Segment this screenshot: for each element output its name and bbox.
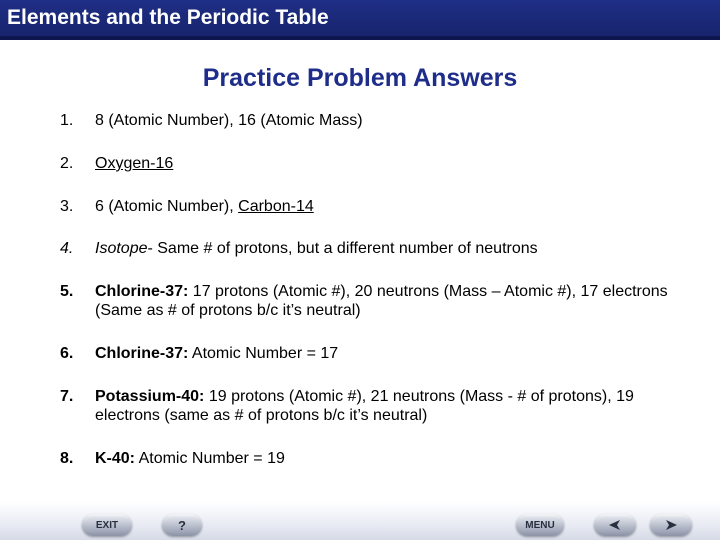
previous-button[interactable] xyxy=(594,514,636,536)
header-bar-edge xyxy=(0,36,720,40)
answer-item-7 xyxy=(60,387,680,425)
menu-button[interactable] xyxy=(516,514,564,536)
exit-button[interactable] xyxy=(82,514,132,536)
answer-item-3 xyxy=(60,197,680,216)
answer-term: Potassium-40: xyxy=(95,388,205,405)
answer-number: 1. xyxy=(60,112,74,129)
answer-number: 5. xyxy=(60,283,74,300)
menu-button-label: MENU xyxy=(525,519,555,531)
answer-number: 2. xyxy=(60,155,74,172)
answer-text: 19 protons (Atomic #), 21 neutrons (Mass - # of protons), 19 electrons (same as # of protons b/c it’s neutral) xyxy=(95,388,634,424)
answer-text: 6 (Atomic Number), xyxy=(95,198,239,215)
header-title: Elements and the Periodic Table xyxy=(7,6,329,29)
answer-item-4 xyxy=(60,239,680,258)
answer-number: 3. xyxy=(60,198,74,215)
answer-item-5 xyxy=(60,282,680,320)
help-button[interactable] xyxy=(162,514,202,536)
help-button-label: ? xyxy=(178,517,186,533)
arrow-right-icon xyxy=(663,519,679,531)
answer-underlined-term: Carbon-14 xyxy=(238,198,314,215)
arrow-left-icon xyxy=(607,519,623,531)
answer-text: Atomic Number = 19 xyxy=(135,450,285,467)
exit-button-label: EXIT xyxy=(95,519,119,531)
next-button[interactable] xyxy=(650,514,692,536)
answer-underlined-term: Oxygen-16 xyxy=(95,155,174,172)
answer-item-1 xyxy=(60,111,680,130)
answer-number: 7. xyxy=(60,388,74,405)
answer-number: 8. xyxy=(60,450,74,467)
answer-item-8 xyxy=(60,449,680,468)
answer-term: Chlorine-37: xyxy=(95,345,189,362)
answer-item-6 xyxy=(60,344,680,363)
answer-number: 4. xyxy=(60,240,74,257)
answer-item-2 xyxy=(60,154,680,173)
answer-text: Atomic Number = 17 xyxy=(188,345,339,362)
answer-number: 6. xyxy=(60,345,74,362)
answer-text: - Same # of protons, but a different number of neutrons xyxy=(147,240,538,257)
page-title: Practice Problem Answers xyxy=(202,64,518,92)
answer-text: 17 protons (Atomic #), 20 neutrons (Mass – Atomic #), 17 electrons (Same as # of protons b/c it’s neutral) xyxy=(95,283,668,319)
answer-term: Chlorine-37: xyxy=(95,283,189,300)
answer-text: 8 (Atomic Number), 16 (Atomic Mass) xyxy=(95,112,363,129)
answer-term: Isotope xyxy=(95,240,148,257)
answer-term: K-40: xyxy=(95,450,136,467)
